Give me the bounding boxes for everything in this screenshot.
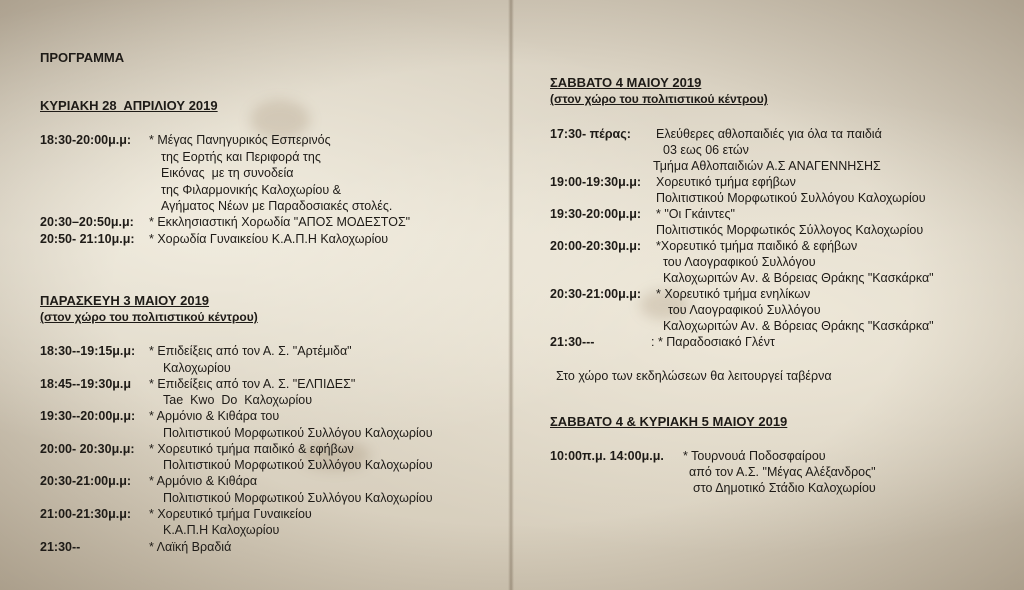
day3-event1-line3: Τμήμα Αθλοπαιδιών Α.Σ ΑΝΑΓΕΝΝΗΣΗΣ bbox=[653, 159, 881, 173]
day3-event3-time: 19:30-20:00μ.μ: bbox=[550, 207, 642, 221]
day4-event1-time: 10:00π.μ. 14:00μ.μ. bbox=[550, 449, 664, 463]
day2-event5-line2: Πολιτιστικού Μορφωτικού Συλλόγου Καλοχωρίου bbox=[163, 491, 433, 505]
day2-event4-line1: * Χορευτικό τμήμα παιδικό & εφήβων bbox=[149, 442, 354, 456]
day1-event1-line3: Εικόνας με τη συνοδεία bbox=[161, 166, 294, 180]
day2-event6-line2: Κ.Α.Π.Η Καλοχωρίου bbox=[163, 523, 280, 537]
day2-event1-line2: Καλοχωρίου bbox=[163, 361, 231, 375]
page-fold bbox=[508, 0, 514, 590]
day2-event7-line1: * Λαϊκή Βραδιά bbox=[149, 540, 232, 554]
day1-event1-line1: * Μέγας Πανηγυρικός Εσπερινός bbox=[149, 133, 331, 147]
day1-header: ΚΥΡΙΑΚΗ 28 ΑΠΡΙΛΙΟΥ 2019 bbox=[40, 98, 218, 113]
day3-event1-time: 17:30- πέρας: bbox=[550, 127, 631, 141]
day3-event1-line1: Ελεύθερες αθλοπαιδιές για όλα τα παιδιά bbox=[656, 127, 882, 141]
day3-event5-line3: Καλοχωριτών Αν. & Βόρειας Θράκης "Κασκάρκα" bbox=[663, 319, 934, 333]
day3-event2-line1: Χορευτικό τμήμα εφήβων bbox=[656, 175, 796, 189]
day2-event5-line1: * Αρμόνιο & Κιθάρα bbox=[149, 474, 258, 488]
day2-event1-time: 18:30--19:15μ.μ: bbox=[40, 344, 136, 358]
day1-event3-time: 20:50- 21:10μ.μ: bbox=[40, 232, 135, 246]
day3-event5-time: 20:30-21:00μ.μ: bbox=[550, 287, 642, 301]
day3-event1-line2: 03 εως 06 ετών bbox=[663, 143, 749, 157]
day2-event2-time: 18:45--19:30μ.μ bbox=[40, 377, 132, 391]
day1-event1-line2: της Εορτής και Περιφορά της bbox=[161, 150, 321, 164]
day3-event4-line3: Καλοχωριτών Αν. & Βόρειας Θράκης "Κασκάρκα" bbox=[663, 271, 934, 285]
day3-event5-line2: του Λαογραφικού Συλλόγου bbox=[668, 303, 821, 317]
day2-event2-line1: * Επιδείξεις από τον Α. Σ. "ΕΛΠΙΔΕΣ" bbox=[149, 377, 356, 391]
day3-event6-time: 21:30--- bbox=[550, 335, 595, 349]
day1-event3-line1: * Χορωδία Γυναικείου Κ.Α.Π.Η Καλοχωρίου bbox=[149, 232, 389, 246]
day3-event4-line2: του Λαογραφικού Συλλόγου bbox=[663, 255, 816, 269]
day2-event6-time: 21:00-21:30μ.μ: bbox=[40, 507, 132, 521]
day3-event3-line2: Πολιτιστικός Μορφωτικός Σύλλογος Καλοχωρίου bbox=[656, 223, 924, 237]
day1-event1-line5: Αγήματος Νέων με Παραδοσιακές στολές. bbox=[161, 199, 393, 213]
day2-subheader: (στον χώρο του πολιτιστικού κέντρου) bbox=[40, 310, 258, 324]
day1-event1-line4: της Φιλαρμονικής Καλοχωρίου & bbox=[161, 183, 341, 197]
day3-event4-line1: *Χορευτικό τμήμα παιδικό & εφήβων bbox=[656, 239, 858, 253]
day1-event1-time: 18:30-20:00μ.μ: bbox=[40, 133, 132, 147]
day1-event2-time: 20:30–20:50μ.μ: bbox=[40, 215, 134, 229]
day3-event2-line2: Πολιτιστικού Μορφωτικού Συλλόγου Καλοχωρίου bbox=[656, 191, 926, 205]
day4-event1-line2: από τον Α.Σ. "Μέγας Αλέξανδρος" bbox=[689, 465, 876, 479]
day2-event3-line1: * Αρμόνιο & Κιθάρα του bbox=[149, 409, 280, 423]
day2-event6-line1: * Χορευτικό τμήμα Γυναικείου bbox=[149, 507, 312, 521]
day3-event2-time: 19:00-19:30μ.μ: bbox=[550, 175, 642, 189]
day3-event3-line1: * "Οι Γκάιντες" bbox=[656, 207, 735, 221]
day3-subheader: (στον χώρο του πολιτιστικού κέντρου) bbox=[550, 92, 768, 106]
day4-event1-line3: στο Δημοτικό Στάδιο Καλοχωρίου bbox=[693, 481, 876, 495]
page-title: ΠΡΟΓΡΑΜΜΑ bbox=[40, 50, 125, 65]
day4-event1-line1: * Τουρνουά Ποδοσφαίρου bbox=[683, 449, 826, 463]
day2-event2-line2: Tae Kwo Do Καλοχωρίου bbox=[163, 393, 313, 407]
day2-event4-line2: Πολιτιστικού Μορφωτικού Συλλόγου Καλοχωρίου bbox=[163, 458, 433, 472]
tavern-note: Στο χώρο των εκδηλώσεων θα λειτουργεί ταβέρνα bbox=[556, 369, 832, 383]
day3-header: ΣΑΒΒΑΤΟ 4 ΜΑΙΟΥ 2019 bbox=[550, 75, 702, 90]
day2-event3-time: 19:30--20:00μ.μ: bbox=[40, 409, 136, 423]
day3-event6-line1: : * Παραδοσιακό Γλέντ bbox=[651, 335, 775, 349]
day4-header: ΣΑΒΒΑΤΟ 4 & ΚΥΡΙΑΚΗ 5 ΜΑΙΟΥ 2019 bbox=[550, 414, 788, 429]
day2-event1-line1: * Επιδείξεις από τον Α. Σ. "Αρτέμιδα" bbox=[149, 344, 352, 358]
day1-event2-line1: * Εκκλησιαστική Χορωδία "ΑΠΟΣ ΜΟΔΕΣΤΟΣ" bbox=[149, 215, 411, 229]
day2-event3-line2: Πολιτιστικού Μορφωτικού Συλλόγου Καλοχωρίου bbox=[163, 426, 433, 440]
day2-event7-time: 21:30-- bbox=[40, 540, 81, 554]
day2-event4-time: 20:00- 20:30μ.μ: bbox=[40, 442, 135, 456]
day3-event5-line1: * Χορευτικό τμήμα ενηλίκων bbox=[656, 287, 811, 301]
day2-header: ΠΑΡΑΣΚΕΥΗ 3 ΜΑΙΟΥ 2019 bbox=[40, 293, 210, 308]
day3-event4-time: 20:00-20:30μ.μ: bbox=[550, 239, 642, 253]
day2-event5-time: 20:30-21:00μ.μ: bbox=[40, 474, 132, 488]
